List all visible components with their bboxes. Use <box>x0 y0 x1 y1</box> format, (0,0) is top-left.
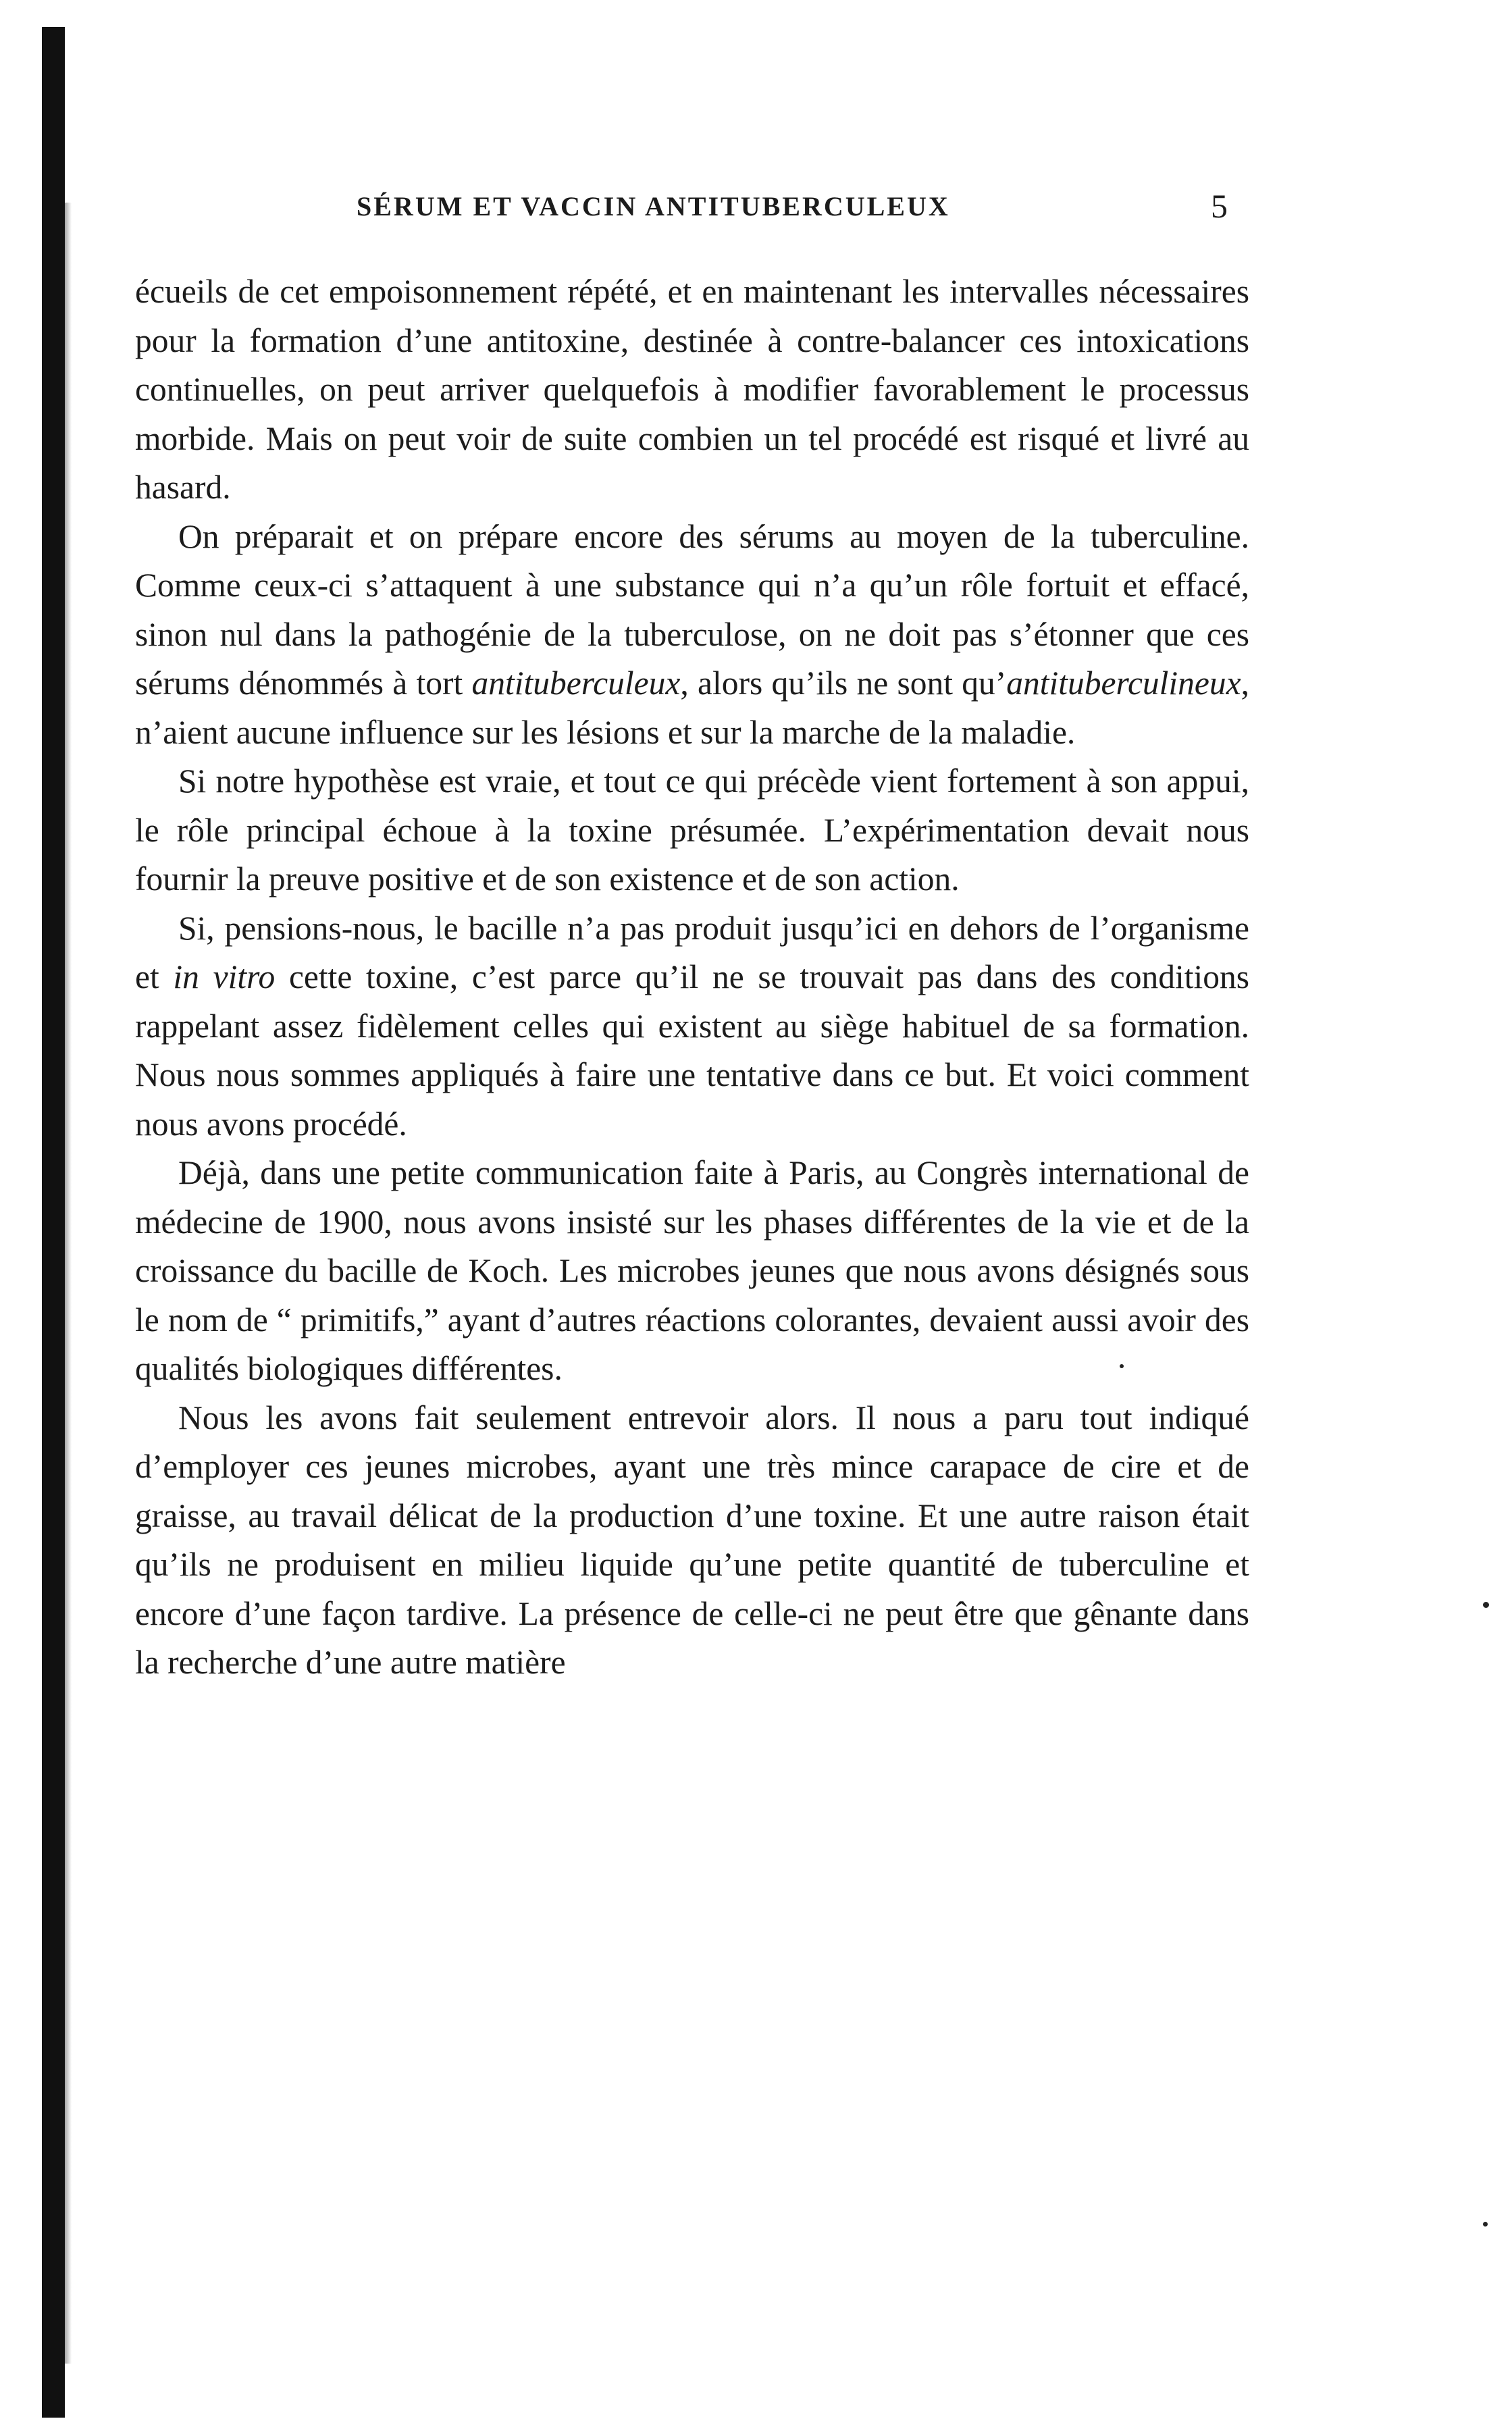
paragraph-4-text-after: cette toxine, c’est parce qu’il ne se trouvait pas dans des conditions rappelant assez fidèlement celles qui existent au siège habituel de sa formation. Nous nous sommes appliqués à faire une tentative dans ce but. Et voici comment nous avons procédé. <box>135 958 1249 1143</box>
scan-speck <box>1483 2222 1488 2227</box>
paragraph-2-emphasis-antituberculeux: antituberculeux <box>471 665 681 702</box>
running-head-title: SÉRUM ET VACCIN ANTITUBERCULEUX <box>357 191 950 222</box>
running-head <box>357 187 1228 231</box>
binding-shadow <box>65 203 72 2364</box>
paragraph-1: écueils de cet empoisonnement répété, et en maintenant les intervalles nécessaires pour la formation d’une antitoxine, destinée à contre-balancer ces intoxications continuelles, on peut arriver quelquefois à modifier favorablement le processus morbide. Mais on peut voir de suite combien un tel procédé est risqué et livré au hasard. <box>135 273 1249 506</box>
paragraph-4 <box>135 904 1249 1149</box>
paragraph-2-text-middle: , alors qu’ils ne sont qu’ <box>680 665 1007 702</box>
scan-speck <box>1483 1602 1489 1608</box>
paragraph-2-emphasis-antituberculineux: antituberculineux <box>1006 665 1241 702</box>
paragraph-2-text-after: , n’aient aucune influence sur les lésions et sur la marche de la maladie. <box>135 665 1249 751</box>
paragraph-2-text-before: On préparait et on prépare encore des sérums au moyen de la tuberculine. Comme ceux-ci s’attaquent à une substance qui n’a qu’un rôle fortuit et effacé, sinon nul dans la pathogénie de la tuberculose, on ne doit pas s’étonner que ces sérums dénommés à tort <box>135 517 1249 702</box>
scan-speck <box>1120 1364 1124 1368</box>
paragraph-6: Nous les avons fait seulement entrevoir alors. Il nous a paru tout indiqué d’employer ces jeunes microbes, ayant une très mince carapace de cire et de graisse, au travail délicat de la production d’une toxine. Et une autre raison était qu’ils ne produisent en milieu liquide qu’une petite quantité de tuberculine et encore d’une façon tardive. La présence de celle-ci ne peut être que gênante dans la recherche d’une autre matière <box>135 1399 1249 1681</box>
paragraph-3: Si notre hypothèse est vraie, et tout ce qui précède vient fortement à son appui, le rôle principal échoue à la toxine présumée. L’expérimentation devait nous fournir la preuve positive et de son existence et de son action. <box>135 762 1249 897</box>
paragraph-5: Déjà, dans une petite communication faite à Paris, au Congrès international de médecine de 1900, nous avons insisté sur les phases différentes de la vie et de la croissance du bacille de Koch. Les microbes jeunes que nous avons désignés sous le nom de “ primitifs,” ayant d’autres réactions colorantes, devaient aussi avoir des qualités biologiques différentes. <box>135 1154 1249 1387</box>
body-text <box>135 267 1249 1688</box>
paragraph-4-emphasis-in-vitro: in vitro <box>173 958 276 995</box>
page-number: 5 <box>1211 187 1228 225</box>
binding-edge <box>42 27 65 2418</box>
paragraph-4-text-before: Si, pensions-nous, le bacille n’a pas produit jusqu’ici en dehors de l’organisme et <box>135 909 1249 995</box>
paragraph-2 <box>135 513 1249 758</box>
